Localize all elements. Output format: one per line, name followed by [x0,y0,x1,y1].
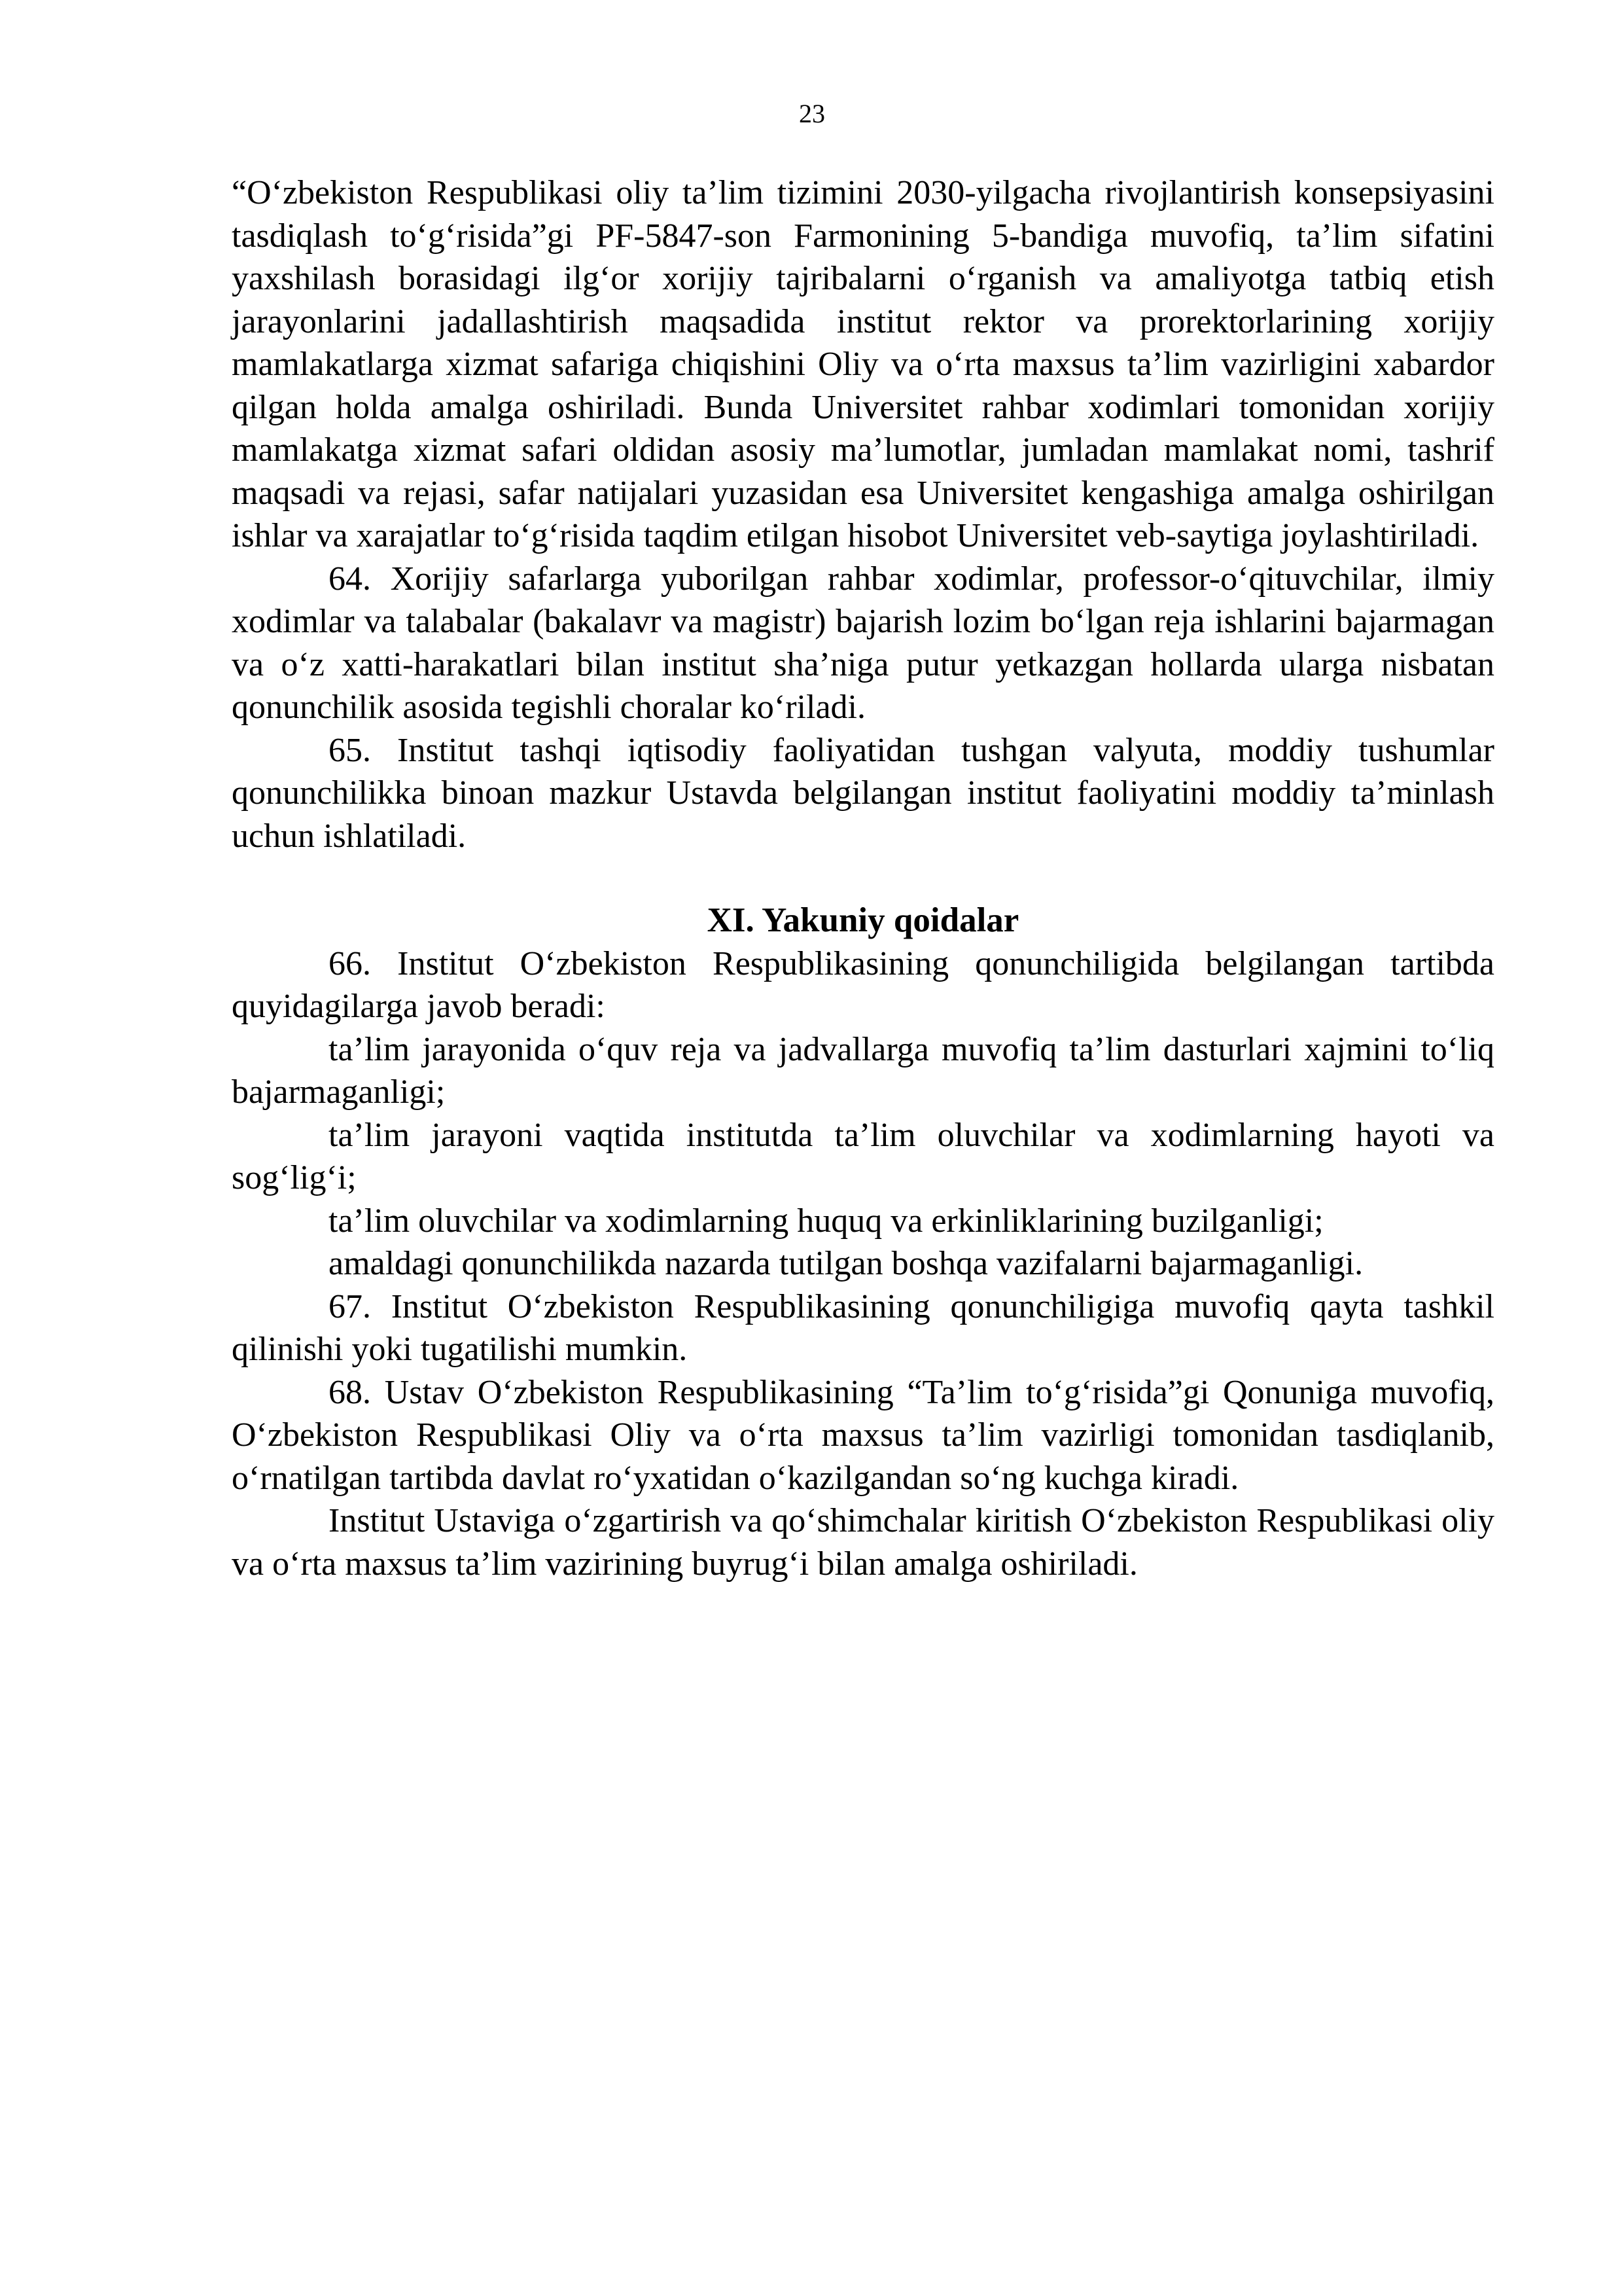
list-item: ta’lim jarayoni vaqtida institutda ta’lim oluvchilar va xodimlarning hayoti va sog‘lig‘i; [232,1116,1494,1196]
paragraph-66: 66. Institut O‘zbekiston Respublikasining qonunchiligida belgilangan tartibda quyidagilarga javob beradi: [232,944,1494,1025]
list-item: amaldagi qonunchilikda nazarda tutilgan boshqa vazifalarni bajarmaganligi. [328,1245,1364,1282]
paragraph-continuation: “O‘zbekiston Respublikasi oliy ta’lim tizimini 2030-yilgacha rivojlantirish konsepsiyasini tasdiqlash to‘g‘risida”gi PF-5847-son Farmonining 5-bandiga muvofiq, ta’lim sifatini yaxshilash borasidagi ilg‘or xorijiy tajribalarni o‘rganish va amaliyotga tatbiq etish jarayonlarini jadallashtirish maqsadida institut rektor va prorektorlarining xorijiy mamlakatlarga xizmat safariga chiqishini Oliy va o‘rta maxsus ta’lim vazirligini xabardor qilgan holda amalga oshiriladi. Bunda Universitet rahbar xodimlari tomonidan xorijiy mamlakatga xizmat safari oldidan asosiy ma’lumotlar, jumladan mamlakat nomi, tashrif maqsadi va rejasi, safar natijalari yuzasidan esa Universitet kengashiga amalga oshirilgan ishlar va xarajatlar to‘g‘risida taqdim etilgan hisobot Universitet veb-saytiga joylashtiriladi. [232,174,1494,554]
list-item: ta’lim jarayonida o‘quv reja va jadvallarga muvofiq ta’lim dasturlari xajmini to‘liq bajarmaganligi; [232,1030,1494,1111]
paragraph-64: 64. Xorijiy safarlarga yuborilgan rahbar xodimlar, professor-o‘qituvchilar, ilmiy xodimlar va talabalar (bakalavr va magistr) bajarish lozim bo‘lgan reja ishlarini bajarmagan va o‘z xatti-harakatlari bilan institut sha’niga putur yetkazgan hollarda ularga nisbatan qonunchilik asosida tegishli choralar ko‘riladi. [232,560,1494,726]
paragraph-65: 65. Institut tashqi iqtisodiy faoliyatidan tushgan valyuta, moddiy tushumlar qonunchilikka binoan mazkur Ustavda belgilangan institut faoliyatini moddiy ta’minlash uchun ishlatiladi. [232,731,1494,855]
paragraph-68: 68. Ustav O‘zbekiston Respublikasining “Ta’lim to‘g‘risida”gi Qonuniga muvofiq, O‘zbekiston Respublikasi Oliy va o‘rta maxsus ta’lim vazirligi tomonidan tasdiqlanib, o‘rnatilgan tartibda davlat ro‘yxatidan o‘kazilgandan so‘ng kuchga kiradi. [232,1373,1494,1497]
section-heading: XI. Yakuniy qoidalar [707,901,1019,939]
paragraph-final: Institut Ustaviga o‘zgartirish va qo‘shimchalar kiritish O‘zbekiston Respublikasi oliy va o‘rta maxsus ta’lim vazirining buyrug‘i bilan amalga oshiriladi. [232,1502,1494,1583]
page-number: 23 [799,99,825,128]
paragraph-67: 67. Institut O‘zbekiston Respublikasining qonunchiligiga muvofiq qayta tashkil qilinishi yoki tugatilishi mumkin. [232,1287,1494,1368]
list-item: ta’lim oluvchilar va xodimlarning huquq va erkinliklarining buzilganligi; [328,1202,1324,1240]
document-body [232,171,1494,1585]
